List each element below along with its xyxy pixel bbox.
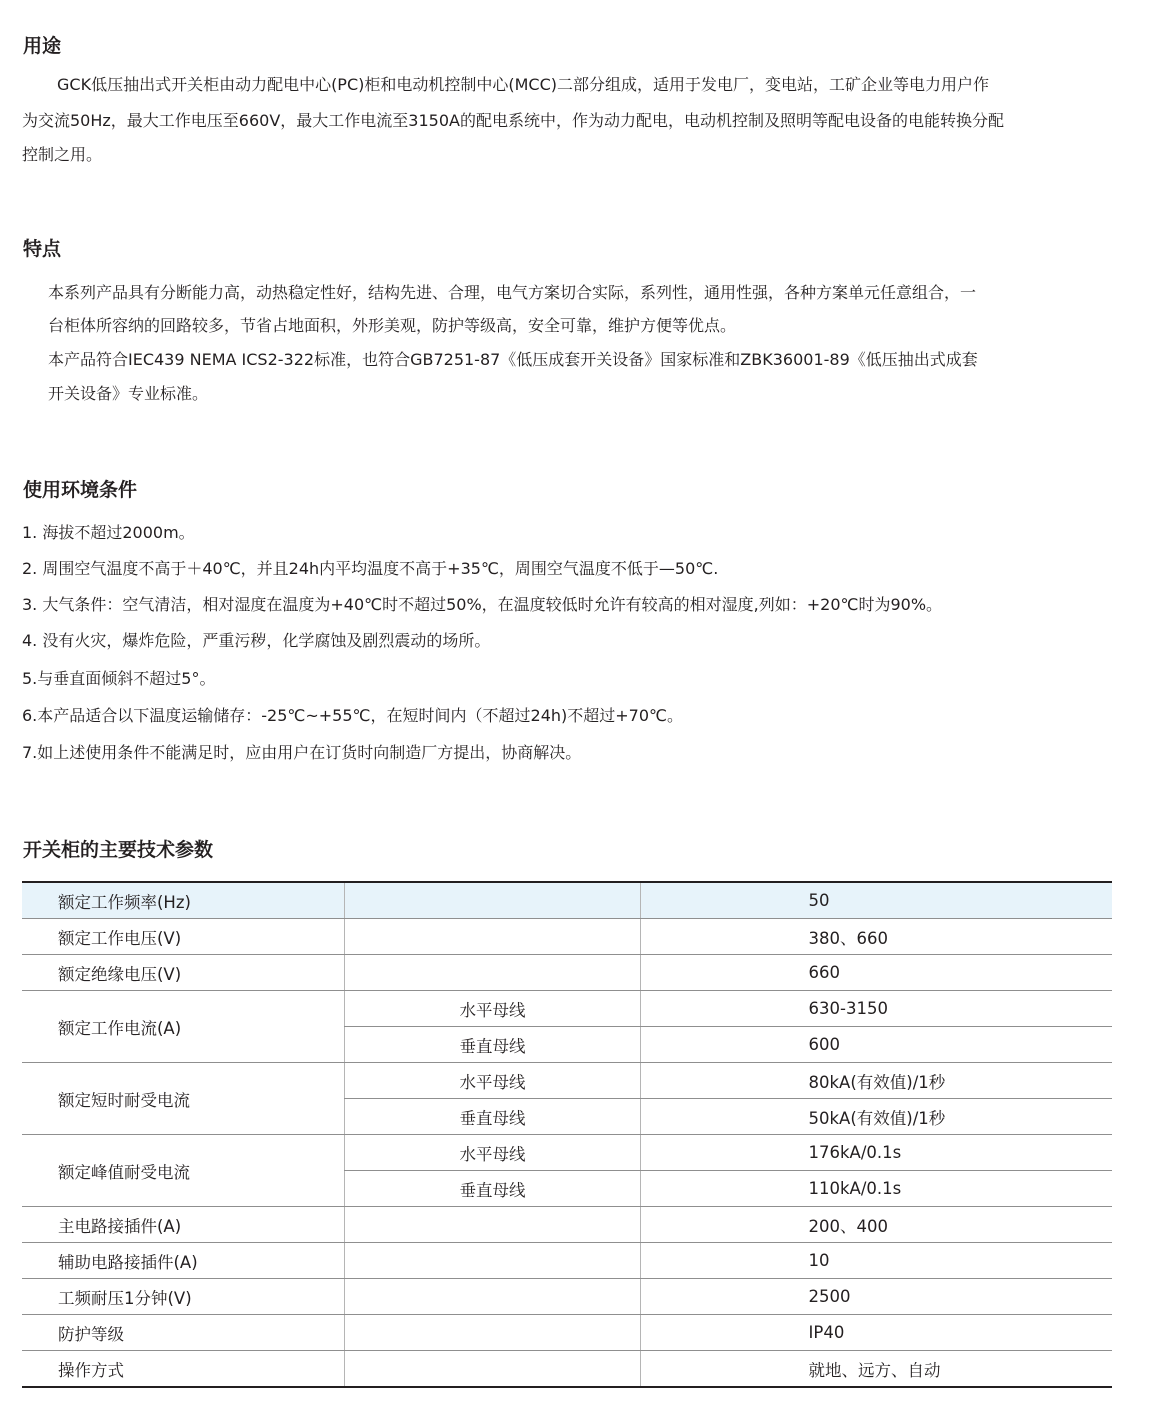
usage-heading: 用途 xyxy=(23,35,62,57)
sub-cell xyxy=(344,1351,640,1388)
table-row xyxy=(22,991,1112,1027)
sub-cell xyxy=(344,1315,640,1351)
features-line-1: 本系列产品具有分断能力高，动热稳定性好，结构先进、合理，电气方案切合实际，系列性，通用性强，各种方案单元任意组合，一 xyxy=(48,283,977,302)
param-cell: 主电路接插件(A) xyxy=(22,1207,344,1243)
features-line-4: 开关设备》专业标准。 xyxy=(48,384,209,403)
table-row xyxy=(22,955,1112,991)
param-cell: 工频耐压1分钟(V) xyxy=(22,1279,344,1315)
sub-cell: 垂直母线 xyxy=(344,1027,640,1063)
value-cell: IP40 xyxy=(640,1315,1112,1351)
condition-item-1: 1. 海拔不超过2000m。 xyxy=(22,523,195,542)
param-cell: 防护等级 xyxy=(22,1315,344,1351)
condition-item-2: 2. 周围空气温度不高于＋40℃，并且24h内平均温度不高于+35℃，周围空气温度不低于—50℃. xyxy=(22,559,719,578)
param-cell: 额定峰值耐受电流 xyxy=(22,1135,344,1207)
condition-item-3: 3. 大气条件：空气清洁，相对湿度在温度为+40℃时不超过50%，在温度较低时允许有较高的相对湿度,列如：+20℃时为90%。 xyxy=(22,595,943,614)
specs-heading: 开关柜的主要技术参数 xyxy=(23,839,214,861)
value-cell: 2500 xyxy=(640,1279,1112,1315)
environment-heading: 使用环境条件 xyxy=(23,479,138,501)
param-cell: 辅助电路接插件(A) xyxy=(22,1243,344,1279)
sub-cell: 水平母线 xyxy=(344,991,640,1027)
value-cell: 200、400 xyxy=(640,1207,1112,1243)
sub-cell: 垂直母线 xyxy=(344,1171,640,1207)
param-cell: 额定绝缘电压(V) xyxy=(22,955,344,991)
param-cell: 额定短时耐受电流 xyxy=(22,1063,344,1135)
sub-cell xyxy=(344,955,640,991)
value-cell: 110kA/0.1s xyxy=(640,1171,1112,1207)
features-heading: 特点 xyxy=(23,238,62,260)
features-line-3: 本产品符合IEC439 NEMA ICS2-322标准，也符合GB7251-87《低压成套开关设备》国家标准和ZBK36001-89《低压抽出式成套 xyxy=(48,350,978,369)
table-row xyxy=(22,1063,1112,1099)
param-cell: 操作方式 xyxy=(58,1360,124,1380)
value-cell: 600 xyxy=(640,1027,1112,1063)
features-line-2: 台柜体所容纳的回路较多，节省占地面积，外形美观，防护等级高，安全可靠，维护方便等优点。 xyxy=(48,316,737,335)
sub-cell: 垂直母线 xyxy=(344,1099,640,1135)
usage-line-1: GCK低压抽出式开关柜由动力配电中心(PC)柜和电动机控制中心(MCC)二部分组成，适用于发电厂，变电站，工矿企业等电力用户作 xyxy=(57,75,990,94)
table-row xyxy=(22,1315,1112,1351)
table-row xyxy=(22,1279,1112,1315)
condition-item-7: 7.如上述使用条件不能满足时，应由用户在订货时向制造厂方提出，协商解决。 xyxy=(22,743,582,762)
value-cell: 630-3150 xyxy=(640,991,1112,1027)
param-cell: 额定工作频率(Hz) xyxy=(22,882,344,919)
value-cell: 80kA(有效值)/1秒 xyxy=(640,1063,1112,1099)
value-cell: 50 xyxy=(640,882,1112,919)
sub-cell xyxy=(344,1243,640,1279)
value-cell: 660 xyxy=(640,955,1112,991)
value-cell: 380、660 xyxy=(640,919,1112,955)
usage-line-3: 控制之用。 xyxy=(22,145,103,164)
table-row xyxy=(22,1207,1112,1243)
specs-table xyxy=(22,881,1112,1388)
specs-table-body xyxy=(22,882,1112,1387)
table-row xyxy=(22,1135,1112,1171)
sub-cell: 水平母线 xyxy=(344,1063,640,1099)
condition-item-6: 6.本产品适合以下温度运输储存：-25℃~+55℃，在短时间内（不超过24h)不超过+70℃。 xyxy=(22,706,683,725)
param-cell: 额定工作电压(V) xyxy=(22,919,344,955)
value-cell: 就地、远方、自动 xyxy=(640,1351,1112,1388)
sub-cell xyxy=(344,1207,640,1243)
value-cell: 176kA/0.1s xyxy=(640,1135,1112,1171)
param-cell: 额定工作电流(A) xyxy=(22,991,344,1063)
condition-item-5: 5.与垂直面倾斜不超过5°。 xyxy=(22,669,216,688)
sub-cell xyxy=(344,919,640,955)
sub-cell: 水平母线 xyxy=(344,1135,640,1171)
table-row xyxy=(22,1351,1112,1388)
value-cell: 10 xyxy=(640,1243,1112,1279)
value-cell: 50kA(有效值)/1秒 xyxy=(640,1099,1112,1135)
table-row xyxy=(22,882,1112,919)
table-row xyxy=(22,919,1112,955)
sub-cell xyxy=(344,882,640,919)
usage-line-2: 为交流50Hz，最大工作电压至660V，最大工作电流至3150A的配电系统中，作为动力配电，电动机控制及照明等配电设备的电能转换分配 xyxy=(22,111,1004,130)
sub-cell xyxy=(344,1279,640,1315)
condition-item-4: 4. 没有火灾，爆炸危险，严重污秽，化学腐蚀及剧烈震动的场所。 xyxy=(22,631,491,650)
table-row xyxy=(22,1243,1112,1279)
